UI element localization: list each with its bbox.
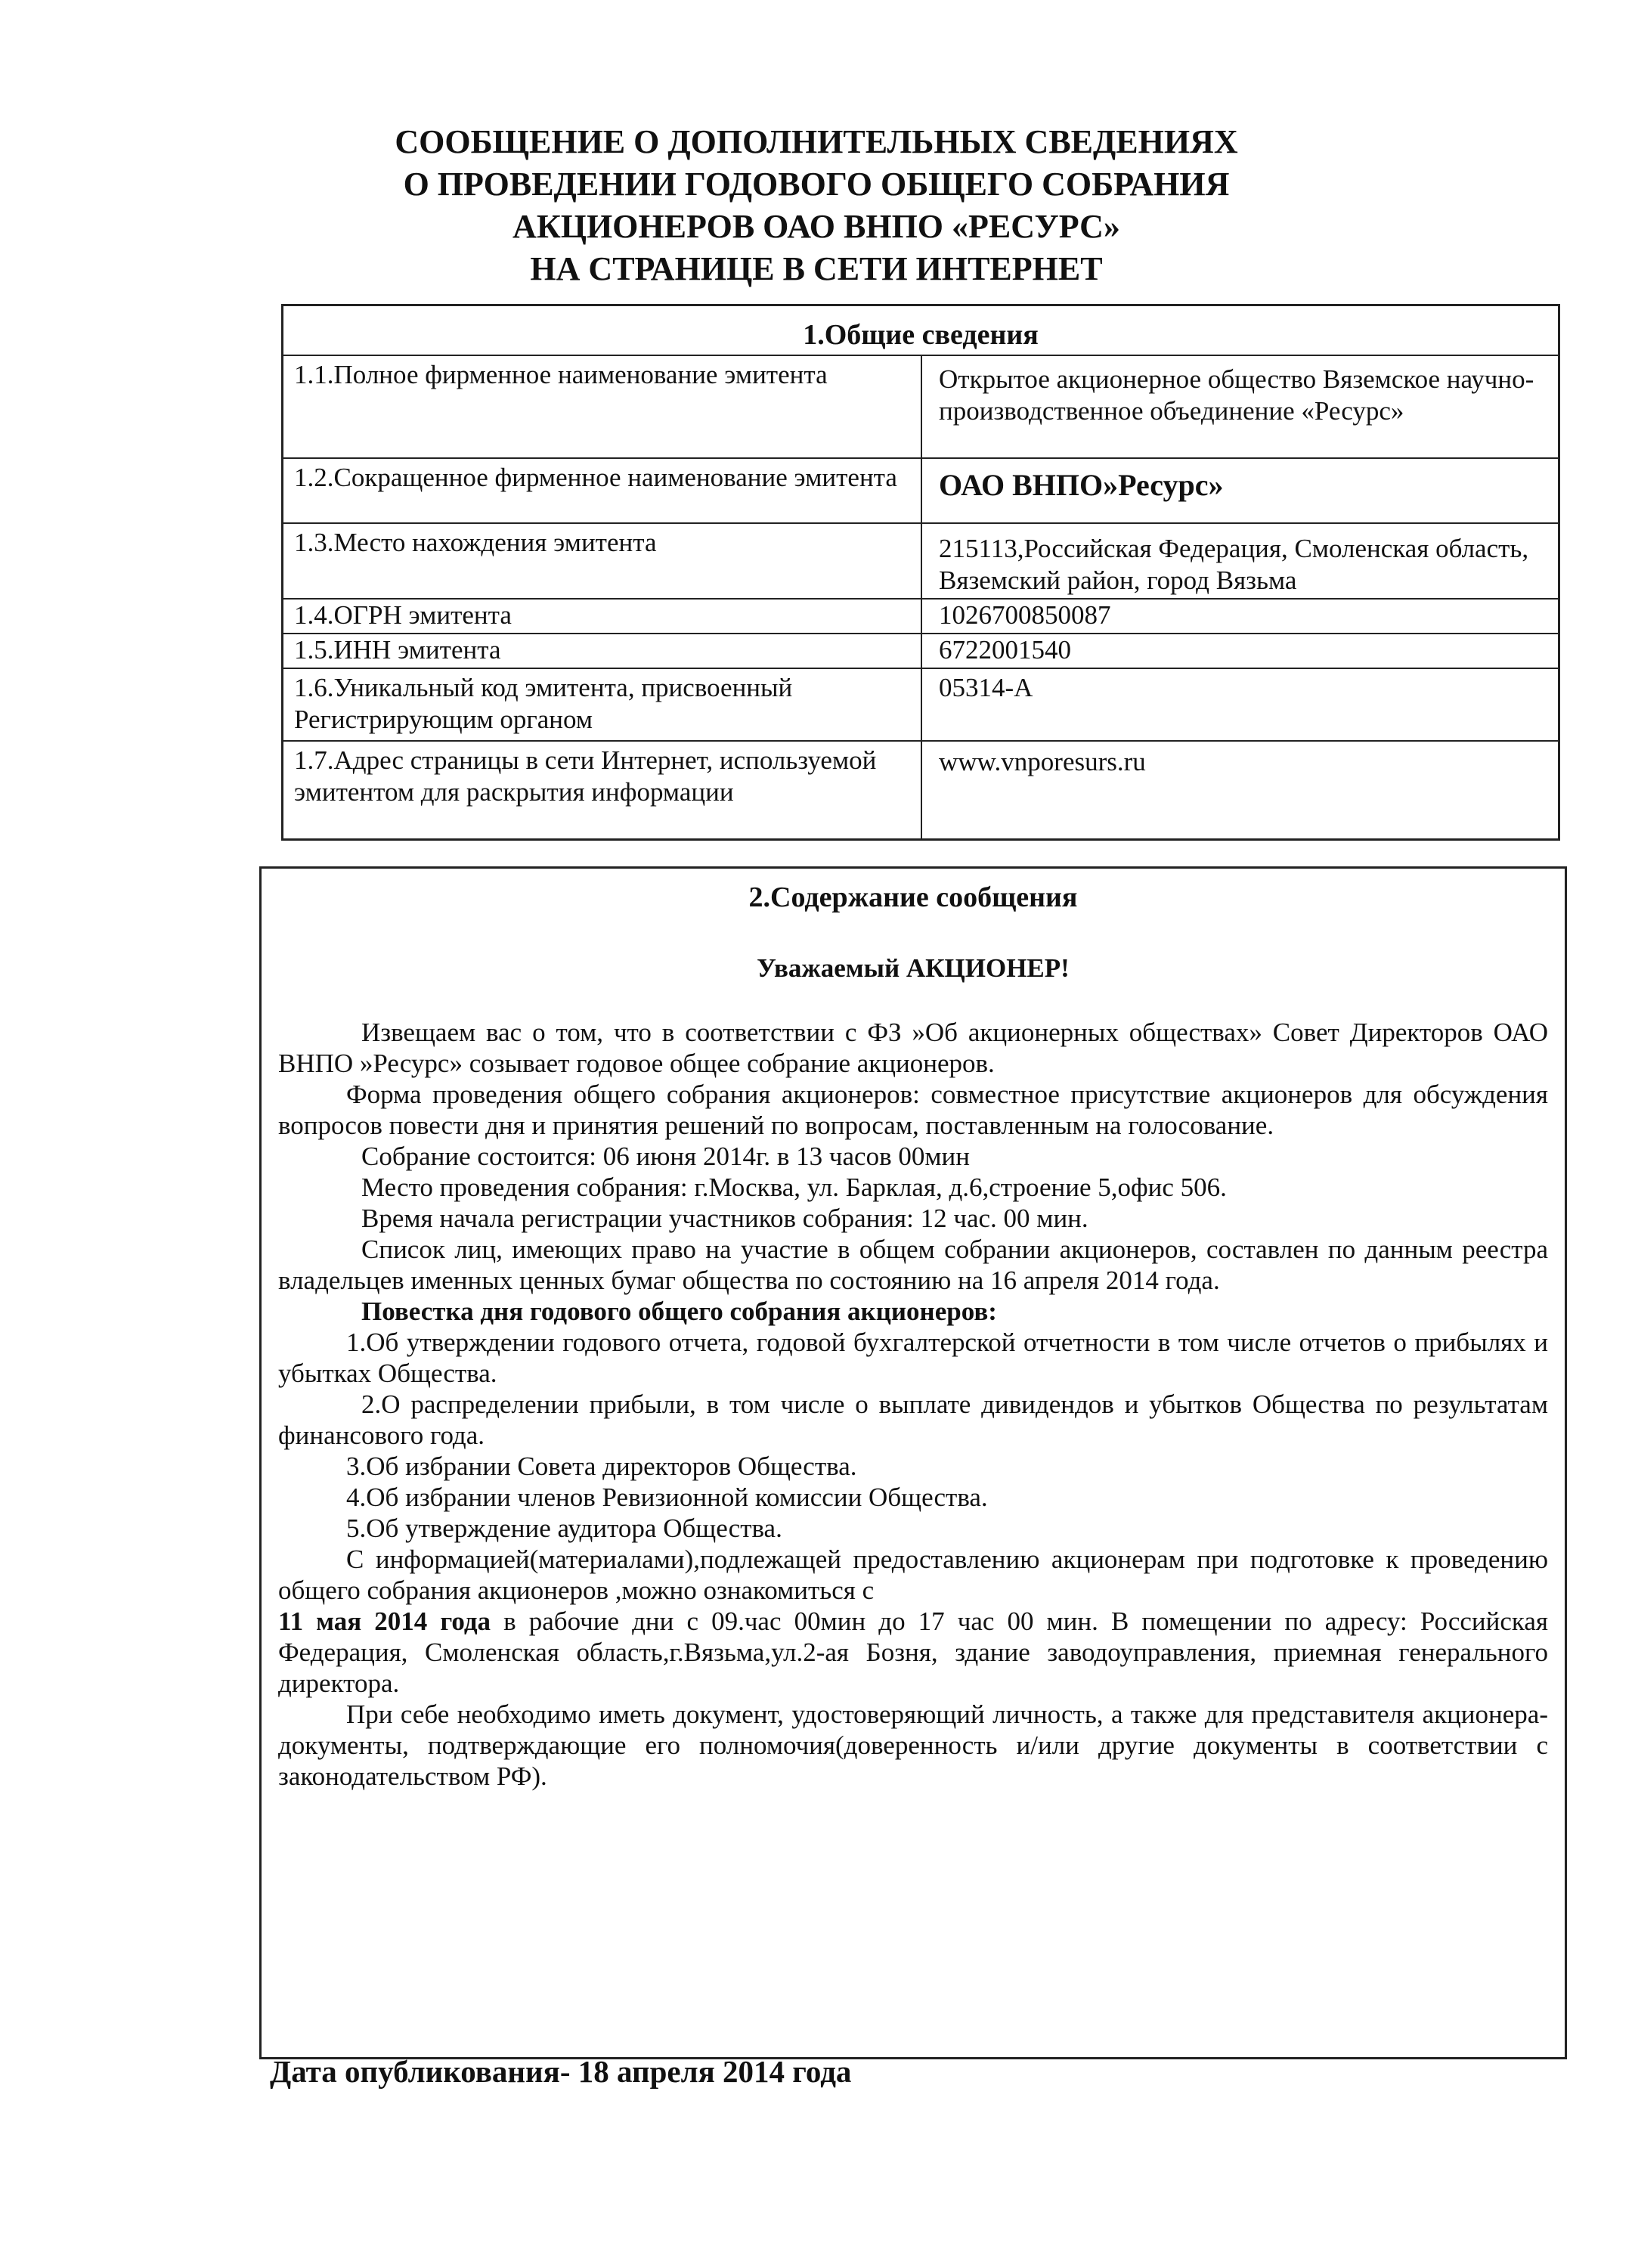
row-label: 1.3.Место нахождения эмитента xyxy=(283,524,922,598)
table-row xyxy=(283,524,1558,600)
row-label: 1.5.ИНН эмитента xyxy=(283,634,922,668)
agenda-item: 1.Об утверждении годового отчета, годовой бухгалтерской отчетности в том числе отчетов о прибылях и убытках Общества. xyxy=(278,1328,1548,1388)
agenda-item: 3.Об избрании Совета директоров Общества. xyxy=(346,1452,857,1481)
table-row xyxy=(283,356,1558,459)
row-value: 1026700850087 xyxy=(939,600,1111,630)
table-row xyxy=(283,669,1558,742)
paragraph: Время начала регистрации участников собрания: 12 час. 00 мин. xyxy=(361,1204,1088,1233)
highlight-date: 11 мая 2014 года xyxy=(278,1606,491,1636)
row-label: 1.4.ОГРН эмитента xyxy=(283,600,922,633)
document-title xyxy=(287,121,1345,290)
table-row xyxy=(283,600,1558,634)
row-value: ОАО ВНПО»Ресурс» xyxy=(939,468,1224,502)
general-info-table xyxy=(281,304,1560,841)
table-row xyxy=(283,742,1558,838)
section1-header: 1.Общие сведения xyxy=(283,306,1558,356)
paragraph-text: в рабочие дни с 09.час 00мин до 17 час 00 мин. В помещении по адресу: Российская Федерация, Смоленская область,г.Вязьма,ул.2-ая Бозня, здание заводоуправления, приемная генерального директора. xyxy=(278,1606,1548,1698)
row-value: www.vnporesurs.ru xyxy=(939,747,1146,776)
table-row xyxy=(283,459,1558,524)
paragraph: Место проведения собрания: г.Москва, ул. Барклая, д.6,строение 5,офис 506. xyxy=(361,1173,1227,1202)
paragraph: С информацией(материалами),подлежащей предоставлению акционерам при подготовке к проведению общего собрания акционеров ,можно ознакомиться с xyxy=(278,1545,1548,1605)
agenda-item: 4.Об избрании членов Ревизионной комиссии Общества. xyxy=(346,1483,988,1512)
title-line: О ПРОВЕДЕНИИ ГОДОВОГО ОБЩЕГО СОБРАНИЯ xyxy=(403,166,1230,203)
paragraph: Форма проведения общего собрания акционеров: совместное присутствие акционеров для обсуждения вопросов повести дня и принятия решений по вопросам, поставленным на голосование. xyxy=(278,1080,1548,1140)
title-line: АКЦИОНЕРОВ ОАО ВНПО «РЕСУРС» xyxy=(512,208,1120,245)
message-content-box xyxy=(259,866,1567,2059)
paragraph: При себе необходимо иметь документ, удостоверяющий личность, а также для представителя акционера- документы, подтверждающие его полномочия(доверенность и/или другие документы в соответствии с законодательством РФ). xyxy=(278,1699,1548,1791)
row-label: 1.2.Сокращенное фирменное наименование эмитента xyxy=(283,459,922,522)
agenda-title: Повестка дня годового общего собрания акционеров: xyxy=(361,1297,997,1326)
paragraph: Собрание состоится: 06 июня 2014г. в 13 часов 00мин xyxy=(361,1142,970,1171)
agenda-item: 5.Об утверждение аудитора Общества. xyxy=(346,1514,782,1543)
row-label: 1.7.Адрес страницы в сети Интернет, используемой эмитентом для раскрытия информации xyxy=(283,742,922,838)
row-value: 215113,Российская Федерация, Смоленская область, Вяземский район, город Вязьма xyxy=(939,534,1529,595)
table-row xyxy=(283,634,1558,669)
row-value: 05314-А xyxy=(939,673,1033,702)
message-body xyxy=(278,1017,1548,1792)
agenda-item: 2.О распределении прибыли, в том числе о выплате дивидендов и убытков Общества по результатам финансового года. xyxy=(278,1390,1548,1450)
publication-date: Дата опубликования- 18 апреля 2014 года xyxy=(270,2054,852,2089)
title-line: СООБЩЕНИЕ О ДОПОЛНИТЕЛЬНЫХ СВЕДЕНИЯХ xyxy=(395,123,1238,160)
row-label: 1.6.Уникальный код эмитента, присвоенный Регистрирующим органом xyxy=(283,669,922,740)
row-value: 6722001540 xyxy=(939,635,1071,665)
section2-header: 2.Содержание сообщения xyxy=(748,881,1078,913)
row-label: 1.1.Полное фирменное наименование эмитента xyxy=(283,356,922,457)
title-line: НА СТРАНИЦЕ В СЕТИ ИНТЕРНЕТ xyxy=(530,250,1103,287)
paragraph: Извещаем вас о том, что в соответствии с ФЗ »Об акционерных обществах» Совет Директоров ОАО ВНПО »Ресурс» созывает годовое общее собрание акционеров. xyxy=(278,1018,1548,1078)
greeting: Уважаемый АКЦИОНЕР! xyxy=(757,953,1070,983)
row-value: Открытое акционерное общество Вяземское научно-производственное объединение «Ресурс» xyxy=(939,364,1534,426)
paragraph xyxy=(278,1606,1548,1699)
paragraph: Список лиц, имеющих право на участие в общем собрании акционеров, составлен по данным реестра владельцев именных ценных бумаг общества по состоянию на 16 апреля 2014 года. xyxy=(278,1235,1548,1295)
